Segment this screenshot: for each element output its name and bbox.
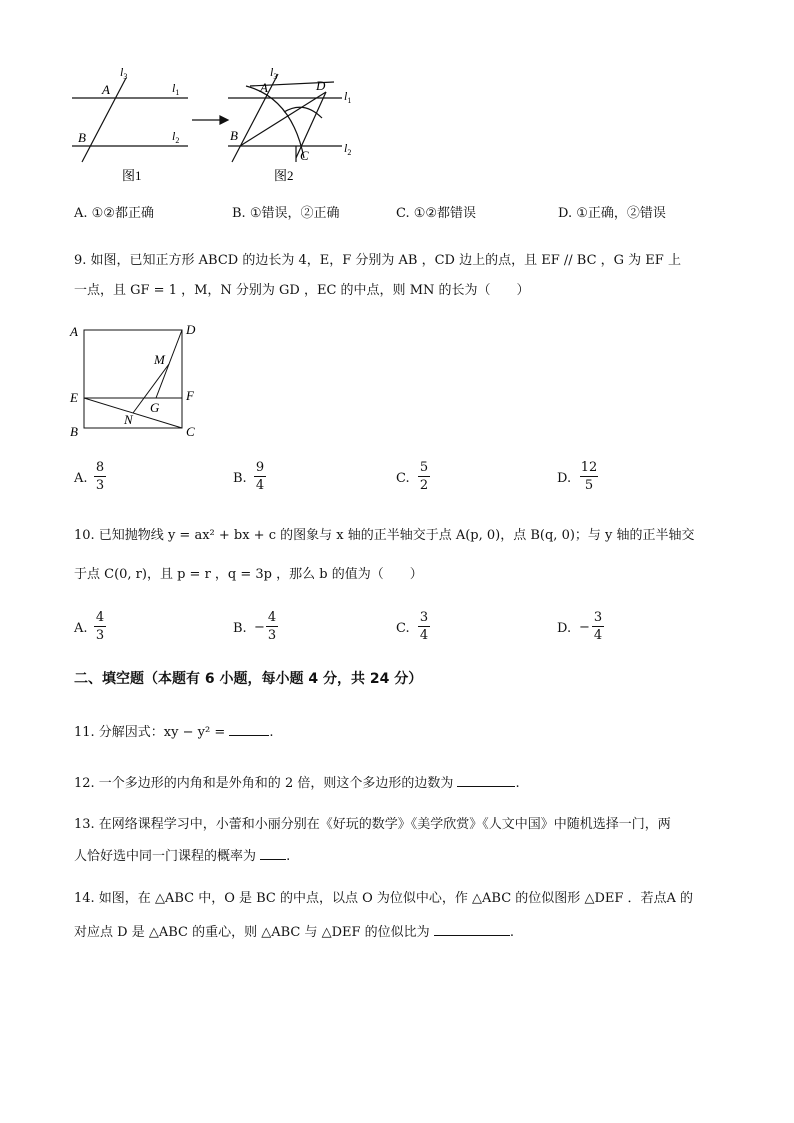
denominator: 4 [593,628,603,643]
denominator: 4 [255,478,265,493]
fig9-label-A: A [70,324,78,339]
q9-option-c-fraction [418,460,430,493]
q8-option-a[interactable]: A. ①②都正确 [74,206,154,221]
q9-figure [66,318,206,442]
q8-option-d[interactable]: D. ①正确，②错误 [558,206,666,221]
q10-option-c-prefix: C. [396,621,410,636]
q11-end: . [269,725,274,740]
numerator: 4 [267,610,277,625]
fig2-line-l3 [232,74,278,162]
q10-option-b-prefix: B. [233,621,247,636]
fig2-label-D: D [316,78,326,93]
q10-stem-line1: 10. 已知抛物线 y = ax² + bx + c 的图象与 x 轴的正半轴交于点 A(p, 0)，点 B(q, 0)；与 y 轴的正半轴交 [74,528,695,543]
q10-option-d-sign: − [579,620,590,635]
q12-end: . [515,776,520,791]
numerator: 5 [419,460,429,475]
q13-end: . [286,849,291,864]
q14-answer-blank[interactable] [434,921,510,936]
q12-text: 12. 一个多边形的内角和是外角和的 2 倍，则这个多边形的边数为 [74,776,454,791]
numerator: 12 [580,460,598,475]
q10-option-b-sign: − [254,620,265,635]
q13-text: 人恰好选中同一门课程的概率为 [74,849,257,864]
q9-option-b-prefix: B. [233,471,247,486]
denominator: 3 [267,628,277,643]
q9-stem-line2: 一点，且 GF = 1 ，M，N 分别为 GD ，EC 的中点，则 MN 的长为（ ） [74,283,530,298]
fig9-label-B: B [70,424,78,439]
numerator: 9 [255,460,265,475]
q9-stem-line1: 9. 如图，已知正方形 ABCD 的边长为 4，E，F 分别为 AB ，CD 边上的点，且 EF // BC ，G 为 EF 上 [74,253,681,268]
denominator: 3 [95,478,105,493]
q8-option-b[interactable]: B. ①错误，②正确 [232,206,340,221]
q14-stem-line1: 14. 如图，在 △ABC 中，O 是 BC 的中点，以点 O 为位似中心，作 △ABC 的位似图形 △DEF ．若点A 的 [74,891,694,906]
figure-1 [72,78,188,162]
numerator: 4 [95,610,105,625]
q13-stem-line1: 13. 在网络课程学习中，小蕾和小丽分别在《好玩的数学》《美学欣赏》《人文中国》中随机选择一门，两 [74,817,671,832]
q11-stem [74,721,274,742]
q9-option-a-prefix: A. [74,471,88,486]
q10-option-a-prefix: A. [74,621,88,636]
q9-option-d-fraction [580,460,598,493]
q14-end: . [509,925,514,940]
q9-option-b-fraction [254,460,266,493]
numerator: 8 [95,460,105,475]
q13-answer-blank[interactable] [260,845,286,860]
q12-answer-blank[interactable] [457,772,515,787]
q10-option-d-prefix: D. [557,621,572,636]
fig2-label-B: B [230,128,238,143]
denominator: 2 [419,478,429,493]
fig9-label-D: D [186,322,196,337]
q10-stem-line2: 于点 C(0, r)，且 p = r ，q = 3p ，那么 b 的值为（ ） [74,567,423,582]
fig1-label-l3: $l_3$ [120,65,128,81]
fig9-label-G: G [150,400,160,415]
fig2-label-C: C [300,148,309,163]
q9-option-d-prefix: D. [557,471,572,486]
fig2-label-l3: $l_3$ [270,65,278,81]
q13-stem-line2 [74,845,290,866]
q11-text: 11. 分解因式：xy − y² = [74,725,226,740]
fig1-label-l1: $l_1$ [172,81,180,97]
numerator: 3 [593,610,603,625]
fig2-label-A: A [260,80,268,95]
numerator: 3 [419,610,429,625]
fig9-label-E: E [70,390,78,405]
fig1-label-A: A [102,82,110,97]
fig9-label-F: F [186,388,194,403]
denominator: 4 [419,628,429,643]
q8-figures [60,58,380,188]
arc-2 [284,107,322,118]
arrow-icon [192,116,228,124]
q10-option-b-fraction [266,610,278,643]
fig1-label-B: B [78,130,86,145]
fig1-label-l2: $l_2$ [172,129,180,145]
fig9-label-C: C [186,424,195,439]
q10-option-d-fraction [592,610,604,643]
q9-option-a-fraction [94,460,106,493]
fig1-caption: 图1 [122,168,142,183]
q12-stem [74,772,520,793]
fig9-label-M: M [154,352,165,367]
arc-1 [246,86,304,158]
q10-option-c-fraction [418,610,430,643]
fig2-label-l2: $l_2$ [344,141,352,157]
denominator: 3 [95,628,105,643]
fig2-caption: 图2 [274,168,294,183]
q11-answer-blank[interactable] [229,721,269,736]
q14-stem-line2 [74,921,514,942]
section-heading: 二、填空题（本题有 6 小题，每小题 4 分，共 24 分） [74,671,423,687]
q14-text: 对应点 D 是 △ABC 的重心，则 △ABC 与 △DEF 的位似比为 [74,925,430,940]
fig2-label-l1: $l_1$ [344,89,352,105]
fig9-label-N: N [124,412,133,427]
q10-option-a-fraction [94,610,106,643]
q9-option-c-prefix: C. [396,471,410,486]
q8-option-c[interactable]: C. ①②都错误 [396,206,477,221]
denominator: 5 [584,478,594,493]
